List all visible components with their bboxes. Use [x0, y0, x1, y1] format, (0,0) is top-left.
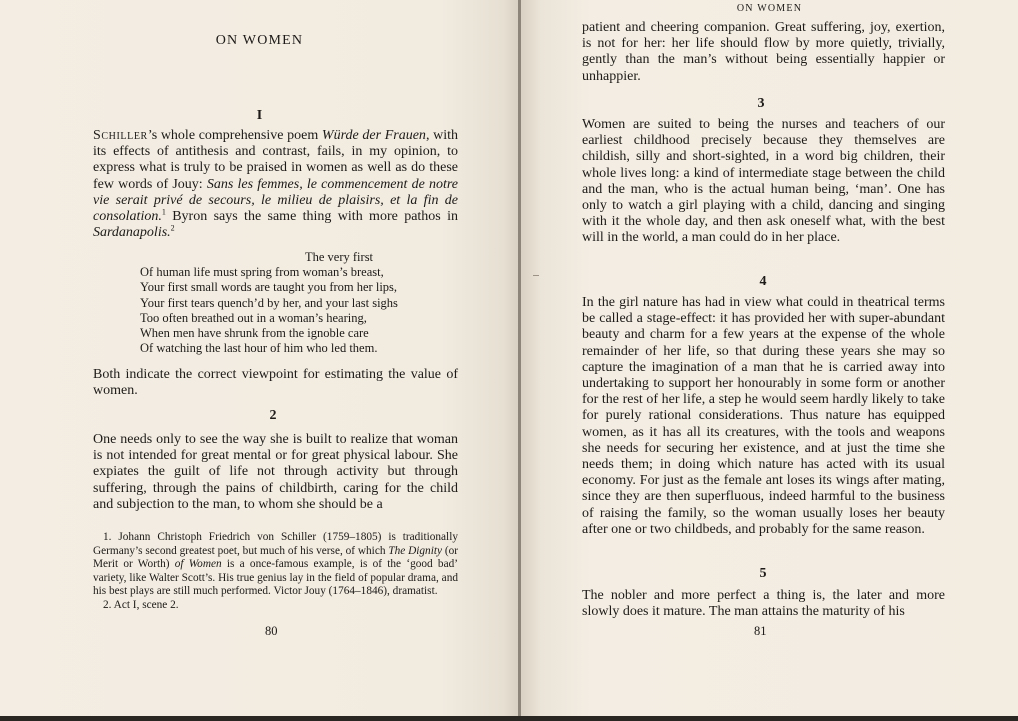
text-run: , with its effects of antithesis and contrast, fails, in my opinion, to express what is truly to be praised in women as well as do these few words of Jouy:	[93, 128, 458, 192]
lead-word: Schiller	[93, 128, 148, 143]
poem-title: Würde der Frauen	[321, 128, 426, 143]
section-number-5: 5	[759, 566, 767, 581]
text-run: is a once-famous example, is of the ‘good bad’ variety, like Walter Scott’s. His true genius lay in the field of popular drama, and his best plays are still much performed. Victor Jouy (1764–1846), dramatist.	[93, 558, 458, 598]
text-run: Byron says the same thing with more pathos in	[165, 209, 458, 225]
text-run: 1. Johann Christoph Friedrich von Schiller (1759–1805) is traditionally Germany’s second greatest poet, but much of his verse, of which	[93, 531, 458, 557]
page-number-left: 80	[265, 624, 278, 638]
section-3-text: Women are suited to being the nurses and teachers of our earliest childhood precisely because they themselves are childish, silly and short-sighted, in a word big children, their whole lives long: a kind of intermediate stage between the child and the man, who is the actual human being, ‘man’. One has only to watch a girl playing with a child, dancing and singing with it the whole day, and then ask oneself what, with the best will in the world, a man could do in her place.	[582, 117, 945, 246]
chapter-title: ON WOMEN	[215, 33, 304, 48]
section-1-text	[93, 128, 458, 241]
verse-line: Your first small words are taught you from her lips,	[140, 280, 398, 295]
work-title: Sardanapolis.	[93, 225, 171, 241]
section-number-2: 2	[269, 408, 277, 423]
footnote-ref-1: 1	[161, 207, 166, 217]
footnote-title: of Women	[174, 558, 222, 571]
page-number-right: 81	[754, 624, 767, 638]
footnote-1	[93, 531, 458, 599]
verse-line: Of watching the last hour of him who led them.	[140, 341, 378, 356]
footnote-ref-2: 2	[170, 223, 175, 233]
section-number-1: I	[256, 108, 263, 123]
verse-line: The very first	[305, 250, 374, 264]
section-5-text: The nobler and more perfect a thing is, the later and more slowly does it mature. The man attains the maturity of his	[582, 588, 945, 620]
section-number-4: 4	[759, 274, 767, 289]
text-run: ’s whole comprehensive poem	[147, 128, 322, 143]
verse-line: Too often breathed out in a woman’s hearing,	[140, 310, 367, 325]
section-2-text: One needs only to see the way she is built to realize that woman is not intended for great mental or for great physical labour. She expiates the guilt of life not through activity but through suffering, through the pains of childbirth, caring for the child and subjection to the man, to whom she should be a	[93, 432, 458, 512]
verse-line: Of human life must spring from woman’s breast,	[140, 265, 384, 280]
section-number-3: 3	[757, 96, 765, 111]
running-head: ON WOMEN	[736, 3, 803, 14]
continuation-text: patient and cheering companion. Great suffering, joy, exertion, is not for her: her life should flow by more quietly, trivially, gently than the man’s without being essentially happier or unhappier.	[582, 20, 945, 84]
right-page	[521, 0, 1018, 716]
after-verse-text: Both indicate the correct viewpoint for estimating the value of women.	[93, 367, 458, 399]
french-quote: Sans les femmes, le commencement de notre vie serait privé de secours, le milieu de plaisirs, et la fin de consolation.	[93, 176, 458, 225]
footnote-title: The Dignity	[388, 544, 442, 557]
verse-line: When men have shrunk from the ignoble care	[140, 326, 369, 341]
paper-mark	[533, 275, 539, 276]
footnote-2: 2. Act I, scene 2.	[103, 598, 179, 611]
text-run: (or Merit or Worth)	[93, 544, 459, 571]
verse-quotation	[140, 250, 398, 356]
footnotes	[93, 531, 458, 613]
verse-line: Your first tears quench’d by her, and your last sighs	[140, 295, 398, 310]
section-4-text: In the girl nature has had in view what could in theatrical terms be called a stage-effect: it has provided her with super-abundant beauty and charm for a few years at the expense of the whole remainder of her life, so that during these years she may so capture the imagination of a man that he is carried away into undertaking to support her honourably in some form or another for the rest of her life, a step he would seem hardly likely to take for purely rational considerations. Thus nature has equipped women, as it has all its creatures, with the tools and weapons she needs for securing her existence, and at just the time she needs them; in doing which nature has acted with its usual economy. For just as the female ant loses its wings after mating, since they are then superfluous, indeed harmful to the business of raising the family, so the woman usually loses her beauty after one or two childbeds, and probably for the same reason.	[582, 295, 945, 537]
